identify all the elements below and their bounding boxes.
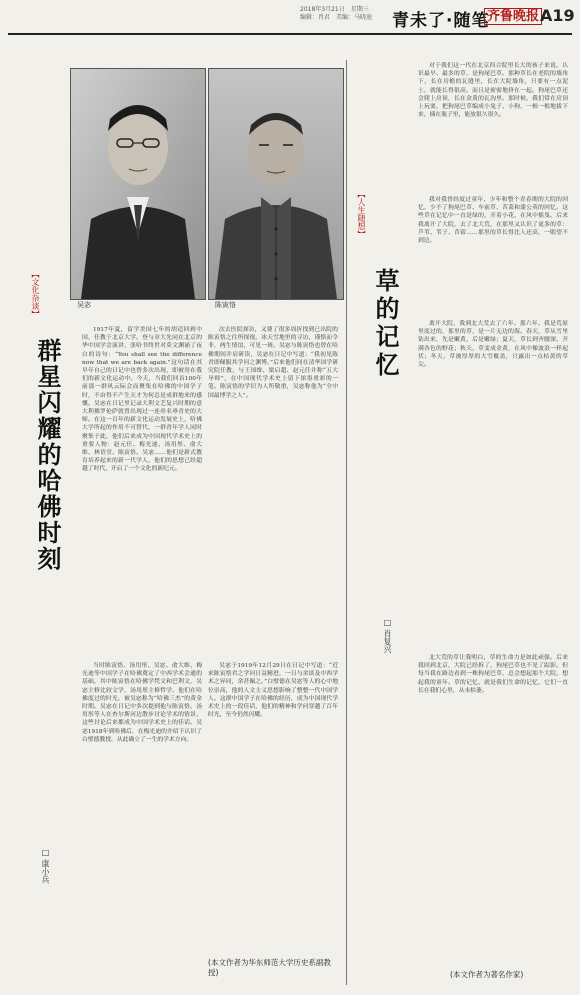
article2-text-1: 对于我们这一代在北京四合院里长大的孩子来说，认识最早、最多的草，是狗尾巴草。那种草长在老院的墙角下，长在房檐的瓦缝里，长在大院墙角，只要有一点泥土，就能长得很高，而且是密密地挤在一起。狗尾巴草还会爬上房顶，长在金黄的瓦沟里。那时候，我们常在房顶上玩耍，把狗尾巴草编成小兔子、小狗，一根一根地拔下来，插在瓶子里，能放很久很久。 [418,63,568,119]
article1-tag: 【文化杂谈】 [31,270,40,318]
section-title: 青未了·随笔 [392,11,490,31]
newspaper-logo: 齐鲁晚报 [484,8,542,25]
header-meta [300,6,372,22]
photo-caption-chen-yinke: 陈寅恪 [215,301,236,309]
portrait-wu-mi-image [71,69,205,299]
issue-date: 2018年3月21日 星期三 [300,6,369,13]
article1-text-3: 次去医院探访，又费了很多周折找到已出院的陈寅恪之住所探视。冰天雪地里的寻访，谨慎而令非，两生情谊，可见一斑。吴宓与陈寅恪也曾在哈佛期间并肩研读，吴宓在日记中写道：“我初见陈君即佩服其学问之渊博。”后来他们同在清华国学研究院任教，与王国维、梁启超、赵元任并称“五大导师”，在中国现代学术史上留下浓墨重彩的一笔。陈寅恪的学识为人所敬重，吴宓称他为“全中国最博学之人”。 [208,327,338,399]
article2-title: 草的记忆 [371,268,399,380]
article2-tag: 【人生随想】 [357,190,366,238]
article2-text-2: 我对我曾经度过童年、少年和整个青春期的大院的回忆，少不了狗尾巴草、车前草、苦菜和蒲公英的回忆。这些草在记忆中一直是绿的，开着小花，在风中摇曳。后来我离开了大院，去了北大荒，在那里又认识了更多的草：芦苇、苇子、苜蓿……那里的草长得比人还高，一眼望不到边。 [418,197,568,245]
article1-column-2 [82,662,202,980]
photo-caption-wu-mi: 吴宓 [77,301,91,309]
article1-text-1: 1917年夏，留学美国七年的胡适回到中国，任教于北京大学。登与章大先同在北京的华中国学会演讲，张哈书终世对莫文渊诵了夜白的诗句：“You shall see the difference now that we are back again.”这句话在其早年自己的日记中也曾多次出现，即被用在我们的新文化运动中。今天，当我们回首100年前那一群风云际会而聚集在哈佛的中国学子时，不由得不产生天才为何总是成群地来的感慨。吴宓在日记里记录大利文艺复兴时期的意大利佛罗伦萨就曾出现过一连串名垂青史的大师。在这一百年的新文化运动发展史上，哈佛大学所起的作用不可替代，一群青年学人同时聚集于此，他们后来成为中国现代学术史上的重要人物：赵元任、梅光迪、汤用彤、俞大维、林语堂、陈寅恪、吴宓……他们是新式教育培养起来的新一代学人，他们的思想已经超越了时代，开启了一个文化的新纪元。 [82,327,202,473]
article2-text-3: 离开大院，我到北大荒去了六年。那六年，我是荒原里度过的，那里的草，是一片无边的海。春天，草从雪里钻出来，先是嫩黄，后是嫩绿；夏天，草长到齐腰深，开满各色的野花；秋天，草变成金黄，在风中像波浪一样起伏；冬天，草被厚厚的大雪覆盖，只露出一点枯黄的草尖。 [418,321,568,369]
portrait-chen-yinke-image [209,69,343,299]
article2-column-3 [418,320,568,650]
article1-column-1 [82,326,202,660]
page-header [0,0,580,38]
article1-footnote: (本文作者为华东师范大学历史系副教授) [208,958,331,977]
portrait-photo-wu-mi [70,68,206,300]
editor-credit: 编辑：肖君 美编：马晓迪 [300,14,373,21]
article1-text-4: 吴宓于1919年12月29日在日记中写道：“近来陈寅恪君之学问日益精进，一日与余谈及中西学术之异同，余甚佩之。”白璧德在吴宓等人的心中地位崇高，他的人文主义思想影响了整整一代中国学人。这群中国学子在哈佛的经历，成为中国现代学术史上的一段佳话，他们的精神和学问穿越了百年时光，至今仍然闪耀。 [208,663,338,719]
column-divider [346,60,347,985]
article1-text-2: 当时陈寅恪、汤用彤、吴宓、俞大维、梅光迪等中国学子在哈佛奠定了中西学术会通的基础，其中陈寅恪在哈佛学梵文和巴利文，吴宓主修比较文学，汤用彤主修哲学。他们在哈佛度过的时光，被吴宓称为“哈佛三杰”的黄金时期。吴宓在日记中多次提到他与陈寅恪、汤用彤等人在查尔斯河边散步讨论学术的情景，这些讨论后来都成为中国学术史上的佳话。吴宓1918年到哈佛后，在梅光迪的介绍下认识了白璧德教授，从此确立了一生的学术方向。 [82,663,202,743]
article1-title: 群星闪耀的哈佛时刻 [33,338,61,572]
article2-column-1 [418,62,568,192]
portrait-photo-chen-yinke [208,68,344,300]
page-number: A19 [540,6,575,25]
article2-footnote: (本文作者为著名作家) [450,970,524,979]
article1-column-4 [208,662,338,950]
article1-column-3 [208,326,338,660]
article2-text-4: 北大荒的草让我明白，草的生命力是如此顽强。后来我回到北京，大院已经拆了，狗尾巴草也不见了踪影。但每当我在路边看到一株狗尾巴草，总会想起那个大院，想起我的童年。草的记忆，就是我们生命的记忆，它们一直长在我们心里，从未枯萎。 [418,655,568,694]
article2-column-2 [418,196,568,316]
article2-column-4 [418,654,568,954]
header-rule [8,33,572,35]
article1-author: □ 康小兵 [41,848,50,884]
article2-author: □ 肖复兴 [383,618,392,654]
